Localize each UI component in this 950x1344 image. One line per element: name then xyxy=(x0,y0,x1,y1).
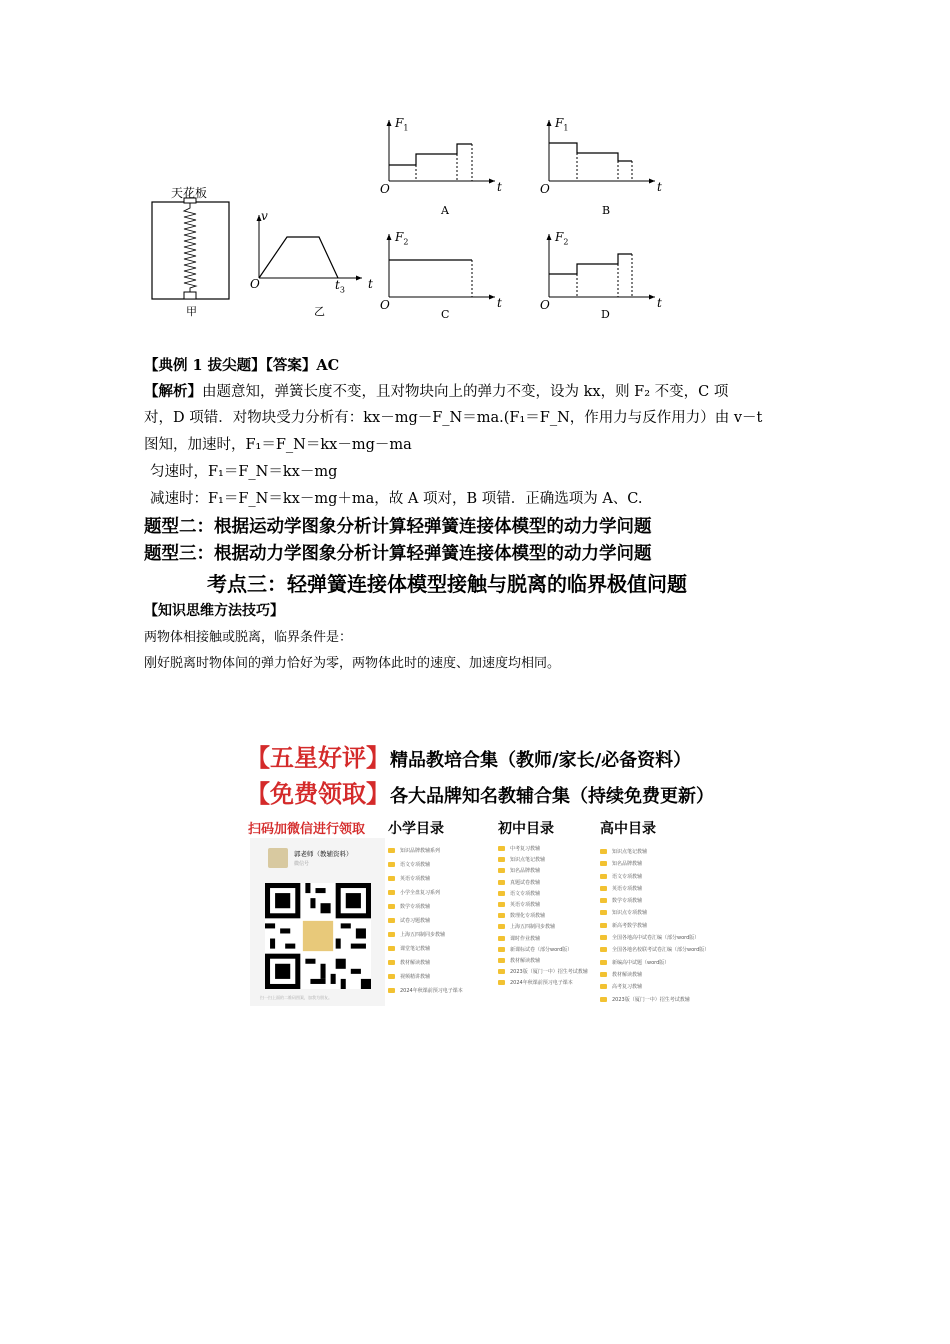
folder-label: 教材解读教辅 xyxy=(612,971,643,978)
folder-label: 数理化专项教辅 xyxy=(510,913,546,920)
folder-icon xyxy=(498,958,505,963)
folder-item xyxy=(388,928,493,942)
folder-icon xyxy=(498,913,505,918)
promo-banner xyxy=(246,738,714,1006)
folder-icon xyxy=(600,910,607,915)
folder-item xyxy=(498,978,598,989)
vt-v-label: v xyxy=(261,209,268,223)
folder-item xyxy=(498,922,598,933)
graph-c-ylabel: $F_2$ xyxy=(395,230,409,247)
folder-icon xyxy=(498,947,505,952)
folder-icon xyxy=(498,880,505,885)
folder-icon xyxy=(498,902,505,907)
folder-label: 英语专项教辅 xyxy=(510,901,541,908)
folder-item xyxy=(388,886,493,900)
folder-icon xyxy=(388,904,395,909)
folder-label: 知识点笔记教辅 xyxy=(612,849,648,855)
folder-label: 知识点笔记教辅 xyxy=(510,857,546,864)
folder-label: 2023版（厦门一中）招生考试教辅 xyxy=(510,969,588,976)
spring xyxy=(184,203,196,295)
vt-caption: 乙 xyxy=(314,305,325,318)
folder-label: 真题试卷教辅 xyxy=(510,879,541,886)
folder-icon xyxy=(498,980,505,985)
graph-d-tlabel: t xyxy=(657,296,662,310)
folder-label: 英语专项教辅 xyxy=(612,885,643,892)
knowledge-line-1: 两物体相接触或脱离，临界条件是： xyxy=(144,630,353,645)
graph-b-caption: B xyxy=(602,204,611,217)
analysis-line-3: 图知，加速时，F₁＝F_N＝kx－mg－ma xyxy=(144,437,412,453)
folder-label: 知名品牌教辅 xyxy=(510,868,541,875)
folder-item xyxy=(388,942,493,956)
folder-label: 语文专项教辅 xyxy=(400,862,431,868)
folder-item xyxy=(388,984,493,998)
folder-icon xyxy=(498,969,505,974)
folder-item xyxy=(388,956,493,970)
banner-black-1: 精品教培合集（教师/家长/必备资料） xyxy=(390,750,692,771)
folder-label: 英语专项教辅 xyxy=(400,876,431,882)
folder-label: 语文专项教辅 xyxy=(612,873,643,880)
folder-label: 新高考数学教辅 xyxy=(612,922,648,929)
folder-item xyxy=(600,858,706,870)
folder-item xyxy=(498,878,598,889)
folder-item xyxy=(600,846,706,858)
folder-item xyxy=(498,967,598,978)
vt-line xyxy=(259,237,338,278)
analysis-line-1 xyxy=(144,378,728,406)
folder-item xyxy=(388,900,493,914)
analysis-line-5: 减速时：F₁＝F_N＝kx－mg＋ma，故 A 项对，B 项错．正确选项为 A、C. xyxy=(150,491,643,507)
folder-item xyxy=(498,855,598,866)
folder-item xyxy=(388,858,493,872)
folder-item xyxy=(600,871,706,883)
banner-red-1: 【五星好评】 xyxy=(246,744,390,772)
folder-icon xyxy=(388,988,395,993)
middle-catalog xyxy=(498,818,598,989)
folder-icon xyxy=(498,936,505,941)
primary-list xyxy=(388,844,493,998)
folder-label: 教材解读教辅 xyxy=(400,960,431,966)
folder-item xyxy=(600,944,710,956)
folder-label: 小学全盘复习系列 xyxy=(400,890,441,896)
folder-label: 知识点专项教辅 xyxy=(612,910,648,917)
folder-icon xyxy=(388,848,395,853)
spring-apparatus xyxy=(152,198,229,299)
folder-label: 2024年秋课前预习电子课本 xyxy=(510,980,573,987)
heading-type3: 题型三：根据动力学图象分析计算轻弹簧连接体模型的动力学问题 xyxy=(144,544,652,564)
analysis-line-2: 对，D 项错．对物块受力分析有：kx－mg－F_N＝ma.(F₁＝F_N，作用力与反作用力）由 v－t xyxy=(144,410,763,426)
folder-label: 2023版（厦门一中）招生考试教辅 xyxy=(612,996,690,1003)
avatar xyxy=(268,848,288,868)
vt-graph xyxy=(257,215,363,281)
banner-black-2: 各大品牌知名教辅合集（持续免费更新） xyxy=(390,786,714,807)
knowledge-title: 【知识思维方法技巧】 xyxy=(144,603,284,619)
qr-note: 扫一扫上面的二维码图案，加我为朋友。 xyxy=(260,995,332,1000)
folder-label: 上海五四制同步教辅 xyxy=(400,932,446,938)
folder-icon xyxy=(600,935,607,940)
folder-label: 课堂笔记教辅 xyxy=(400,946,431,952)
folder-icon xyxy=(498,924,505,929)
banner-red-2: 【免费领取】 xyxy=(246,780,390,808)
graph-c-origin: O xyxy=(380,298,390,312)
folder-label: 数学专项教辅 xyxy=(612,898,643,905)
folder-item xyxy=(498,844,598,855)
ceiling-label: 天花板 xyxy=(171,186,208,200)
folder-label: 教材解读教辅 xyxy=(510,957,541,964)
graph-c-tlabel: t xyxy=(497,296,502,310)
graph-d-caption: D xyxy=(601,308,610,321)
folder-icon xyxy=(600,849,607,854)
folder-item xyxy=(498,900,598,911)
graph-a-tlabel: t xyxy=(497,180,502,194)
folder-item xyxy=(498,934,598,945)
folder-label: 中考复习教辅 xyxy=(510,846,541,852)
folder-icon xyxy=(600,984,607,989)
folder-icon xyxy=(388,918,395,923)
folder-icon xyxy=(388,932,395,937)
folder-icon xyxy=(600,898,607,903)
heading-type2: 题型二：根据运动学图象分析计算轻弹簧连接体模型的动力学问题 xyxy=(144,517,652,537)
folder-label: 知名品牌教辅 xyxy=(612,861,643,868)
folder-icon xyxy=(600,960,607,965)
folder-item xyxy=(600,932,706,944)
folder-label: 高考复习教辅 xyxy=(612,984,643,991)
folder-item xyxy=(600,895,706,907)
folder-icon xyxy=(498,857,505,862)
primary-title: 小学目录 xyxy=(388,821,444,837)
folder-label: 知识品牌教辅系列 xyxy=(400,848,441,854)
folder-icon xyxy=(388,876,395,881)
high-title: 高中目录 xyxy=(600,821,656,837)
graph-b-ylabel: $F_1$ xyxy=(555,116,569,133)
folder-icon xyxy=(388,890,395,895)
middle-title: 初中目录 xyxy=(498,821,554,837)
banner-line-1 xyxy=(246,738,691,773)
graph-b-tlabel: t xyxy=(657,180,662,194)
vt-origin: O xyxy=(250,277,260,291)
contact-name: 郭老师（教辅资料） xyxy=(294,850,353,858)
graph-c-caption: C xyxy=(441,308,450,321)
folder-item xyxy=(600,981,706,993)
folder-icon xyxy=(388,974,395,979)
folder-label: 全国各地高中试卷汇编（部分word版） xyxy=(612,935,700,942)
figure-svg xyxy=(140,110,680,325)
vt-t3: $t_3$ xyxy=(335,278,345,295)
folder-item xyxy=(600,969,706,981)
folder-label: 新编高中试题（word版） xyxy=(612,959,670,966)
folder-icon xyxy=(498,868,505,873)
primary-catalog xyxy=(388,818,493,998)
spring-caption: 甲 xyxy=(186,305,197,318)
folder-icon xyxy=(600,861,607,866)
folder-icon xyxy=(498,846,505,851)
heading-point3: 考点三：轻弹簧连接体模型接触与脱离的临界极值问题 xyxy=(207,572,687,596)
folder-label: 新课标试卷（部分word版） xyxy=(510,946,573,953)
folder-item xyxy=(498,945,598,956)
graph-a-ylabel: $F_1$ xyxy=(395,116,409,133)
folder-label: 数学专项教辅 xyxy=(400,904,431,910)
folder-icon xyxy=(600,923,607,928)
folder-item xyxy=(498,911,598,922)
graph-d-origin: O xyxy=(540,298,550,312)
folder-icon xyxy=(388,946,395,951)
folder-label: 课时作业教辅 xyxy=(510,935,541,942)
graph-a-caption: A xyxy=(441,204,449,217)
contact-card xyxy=(250,838,385,1006)
folder-label: 2024年秋课前预习电子课本 xyxy=(400,988,463,994)
vt-t-label: t xyxy=(368,277,373,291)
graph-a-origin: O xyxy=(380,182,390,196)
middle-list xyxy=(498,844,598,989)
banner-line-2 xyxy=(246,774,714,809)
folder-item xyxy=(388,914,493,928)
folder-item xyxy=(498,956,598,967)
answer-line: 【典例 1 拔尖题】【答案】AC xyxy=(144,357,340,374)
folder-item xyxy=(388,872,493,886)
folder-icon xyxy=(388,960,395,965)
folder-item xyxy=(600,907,706,919)
folder-item xyxy=(498,889,598,900)
folder-icon xyxy=(388,862,395,867)
folder-icon xyxy=(498,891,505,896)
graph-b-origin: O xyxy=(540,182,550,196)
physics-figure xyxy=(140,110,680,325)
folder-label: 全国各地名校联考试卷汇编（部分word版） xyxy=(612,947,710,954)
knowledge-line-2: 刚好脱离时物体间的弹力恰好为零，两物体此时的速度、加速度均相同。 xyxy=(144,656,561,671)
folder-label: 视频精讲教辅 xyxy=(400,974,431,980)
folder-icon xyxy=(600,886,607,891)
folder-item xyxy=(388,844,493,858)
qr-code xyxy=(265,883,371,989)
folder-label: 上海五四制同步教辅 xyxy=(510,924,556,931)
folder-icon xyxy=(600,874,607,879)
scan-label: 扫码加微信进行领取 xyxy=(248,822,366,837)
contact-sub: 微信号 xyxy=(294,861,310,867)
high-list xyxy=(600,846,710,1006)
folder-item xyxy=(600,920,706,932)
folder-item xyxy=(388,970,493,984)
graph-d-ylabel: $F_2$ xyxy=(555,230,569,247)
analysis-tag: 【解析】 xyxy=(144,383,202,400)
analysis-text-1: 由题意知，弹簧长度不变，且对物块向上的弹力不变，设为 kx，则 F₂ 不变，C 项 xyxy=(202,384,729,400)
high-catalog xyxy=(600,818,710,1006)
folder-icon xyxy=(600,997,607,1002)
folder-icon xyxy=(600,947,607,952)
folder-icon xyxy=(600,972,607,977)
folder-label: 试卷习题教辅 xyxy=(400,918,431,924)
folder-item xyxy=(600,883,706,895)
folder-item xyxy=(600,957,706,969)
folder-label: 语文专项教辅 xyxy=(510,890,541,897)
folder-item xyxy=(498,866,598,877)
analysis-line-4: 匀速时，F₁＝F_N＝kx－mg xyxy=(150,464,338,480)
folder-item xyxy=(600,994,706,1006)
